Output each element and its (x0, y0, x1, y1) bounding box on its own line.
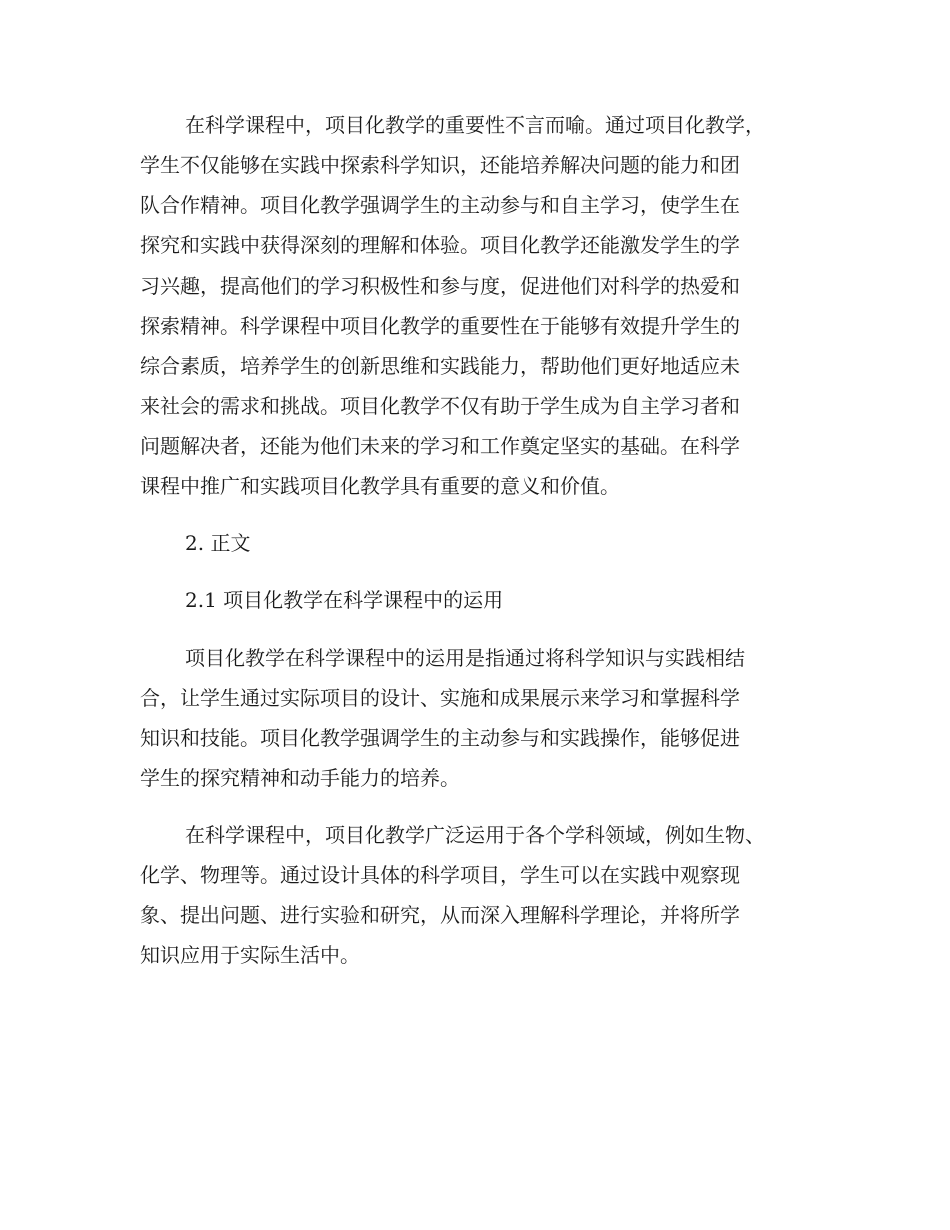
paragraph-line: 化学、物理等。通过设计具体的科学项目，学生可以在实践中观察现 (140, 863, 740, 887)
paragraph-line: 探究和实践中获得深刻的理解和体验。项目化教学还能激发学生的学 (140, 233, 740, 257)
paragraph-line: 象、提出问题、进行实验和研究，从而深入理解科学理论，并将所学 (140, 903, 740, 927)
paragraph-line: 在科学课程中，项目化教学广泛运用于各个学科领域，例如生物、 (185, 823, 765, 847)
paragraph-line: 合，让学生通过实际项目的设计、实施和成果展示来学习和掌握科学 (140, 686, 740, 710)
paragraph-line: 知识和技能。项目化教学强调学生的主动参与和实践操作，能够促进 (140, 726, 740, 750)
paragraph-line: 队合作精神。项目化教学强调学生的主动参与和自主学习，使学生在 (140, 193, 740, 217)
paragraph-line: 课程中推广和实践项目化教学具有重要的意义和价值。 (140, 474, 620, 498)
paragraph-line: 在科学课程中，项目化教学的重要性不言而喻。通过项目化教学， (185, 113, 765, 137)
paragraph-line: 学生的探究精神和动手能力的培养。 (140, 766, 460, 790)
paragraph-line: 探索精神。科学课程中项目化教学的重要性在于能够有效提升学生的 (140, 314, 740, 338)
paragraph-line: 知识应用于实际生活中。 (140, 943, 360, 967)
paragraph-line: 问题解决者，还能为他们未来的学习和工作奠定坚实的基础。在科学 (140, 434, 740, 458)
paragraph-line: 来社会的需求和挑战。项目化教学不仅有助于学生成为自主学习者和 (140, 394, 740, 418)
paragraph-line: 习兴趣，提高他们的学习积极性和参与度，促进他们对科学的热爱和 (140, 274, 740, 298)
section-heading: 2. 正文 (185, 531, 251, 555)
paragraph-line: 综合素质，培养学生的创新思维和实践能力，帮助他们更好地适应未 (140, 354, 740, 378)
subsection-heading: 2.1 项目化教学在科学课程中的运用 (185, 588, 504, 612)
paragraph-line: 项目化教学在科学课程中的运用是指通过将科学知识与实践相结 (185, 646, 745, 670)
paragraph-line: 学生不仅能够在实践中探索科学知识，还能培养解决问题的能力和团 (140, 153, 740, 177)
